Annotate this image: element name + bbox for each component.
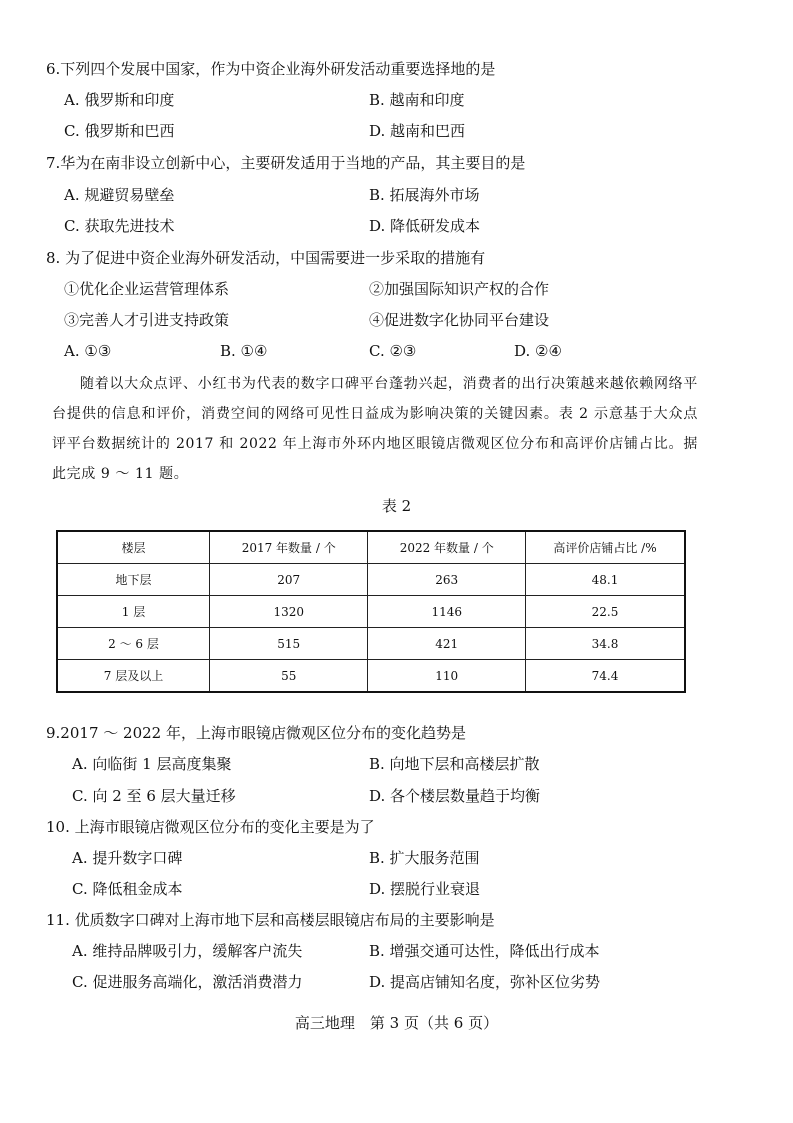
table-cell: 421: [368, 628, 526, 660]
q8-item-4: ④促进数字化协同平台建设: [369, 311, 550, 329]
q8-item-1: ①优化企业运营管理体系: [64, 280, 230, 298]
table-cell: 22.5: [525, 596, 685, 628]
q10-option-d: D. 摆脱行业衰退: [369, 880, 481, 898]
table-cell: 7 层及以上: [57, 660, 209, 693]
table-header-cell: 2022 年数量 / 个: [368, 531, 526, 564]
table-cell: 1320: [209, 596, 368, 628]
q8-option-c: C. ②③: [369, 342, 417, 360]
data-table: [56, 530, 686, 693]
table-header-cell: 高评价店铺占比 /%: [525, 531, 685, 564]
q7-option-c: C. 获取先进技术: [64, 217, 175, 235]
q6-option-c: C. 俄罗斯和巴西: [64, 122, 175, 140]
table-header-cell: 2017 年数量 / 个: [209, 531, 368, 564]
q9-option-d: D. 各个楼层数量趋于均衡: [369, 787, 541, 805]
table-header-row: [57, 531, 685, 564]
q8-stem: 8. 为了促进中资企业海外研发活动，中国需要进一步采取的措施有: [46, 249, 486, 267]
table-cell: 地下层: [57, 564, 209, 596]
table-header-cell: 楼层: [57, 531, 209, 564]
q8-option-a: A. ①③: [64, 342, 112, 360]
reading-passage: 随着以大众点评、小红书为代表的数字口碑平台蓬勃兴起，消费者的出行决策越来越依赖网络平台提供的信息和评价，消费空间的网络可见性日益成为影响决策的关键因素。表 2 示意基于大众点评平台数据统计的 2017 和 2022 年上海市外环内地区眼镜店微观区位分布和高评价店铺占比。据此完成 9 ～ 11 题。: [52, 376, 698, 482]
table-cell: 207: [209, 564, 368, 596]
table-cell: 1 层: [57, 596, 209, 628]
q8-option-b: B. ①④: [220, 342, 268, 360]
table-cell: 515: [209, 628, 368, 660]
table-cell: 55: [209, 660, 368, 693]
q10-option-a: A. 提升数字口碑: [72, 849, 183, 867]
q6-option-b: B. 越南和印度: [369, 91, 465, 109]
q9-option-a: A. 向临街 1 层高度集聚: [72, 755, 232, 773]
q10-option-b: B. 扩大服务范围: [369, 849, 480, 867]
q7-option-d: D. 降低研发成本: [369, 217, 481, 235]
table-cell: 48.1: [525, 564, 685, 596]
q7-option-a: A. 规避贸易壁垒: [64, 186, 175, 204]
table-caption: 表 2: [381, 497, 412, 515]
q8-option-d: D. ②④: [514, 342, 562, 360]
q9-stem: 9.2017 ～ 2022 年，上海市眼镜店微观区位分布的变化趋势是: [46, 724, 466, 742]
table-cell: 1146: [368, 596, 526, 628]
q11-option-a: A. 维持品牌吸引力，缓解客户流失: [72, 942, 303, 960]
table-cell: 74.4: [525, 660, 685, 693]
q8-item-3: ③完善人才引进支持政策: [64, 311, 230, 329]
table-row: [57, 596, 685, 628]
table-cell: 34.8: [525, 628, 685, 660]
q9-option-c: C. 向 2 至 6 层大量迁移: [72, 787, 236, 805]
page-footer: 高三地理 第 3 页（共 6 页）: [294, 1014, 499, 1032]
q8-item-2: ②加强国际知识产权的合作: [369, 280, 550, 298]
table-cell: 263: [368, 564, 526, 596]
q7-option-b: B. 拓展海外市场: [369, 186, 480, 204]
q7-stem: 7.华为在南非设立创新中心，主要研发适用于当地的产品，其主要目的是: [46, 154, 526, 172]
table-cell: 110: [368, 660, 526, 693]
table-row: [57, 628, 685, 660]
q6-stem: 6.下列四个发展中国家，作为中资企业海外研发活动重要选择地的是: [46, 60, 496, 78]
q10-stem: 10. 上海市眼镜店微观区位分布的变化主要是为了: [46, 818, 375, 836]
q11-stem: 11. 优质数字口碑对上海市地下层和高楼层眼镜店布局的主要影响是: [46, 911, 495, 929]
table-row: [57, 564, 685, 596]
q10-option-c: C. 降低租金成本: [72, 880, 183, 898]
table-cell: 2 ～ 6 层: [57, 628, 209, 660]
q11-option-d: D. 提高店铺知名度，弥补区位劣势: [369, 973, 601, 991]
q9-option-b: B. 向地下层和高楼层扩散: [369, 755, 540, 773]
q6-option-d: D. 越南和巴西: [369, 122, 466, 140]
q11-option-b: B. 增强交通可达性，降低出行成本: [369, 942, 600, 960]
q11-option-c: C. 促进服务高端化，激活消费潜力: [72, 973, 303, 991]
q6-option-a: A. 俄罗斯和印度: [64, 91, 175, 109]
table-row: [57, 660, 685, 693]
